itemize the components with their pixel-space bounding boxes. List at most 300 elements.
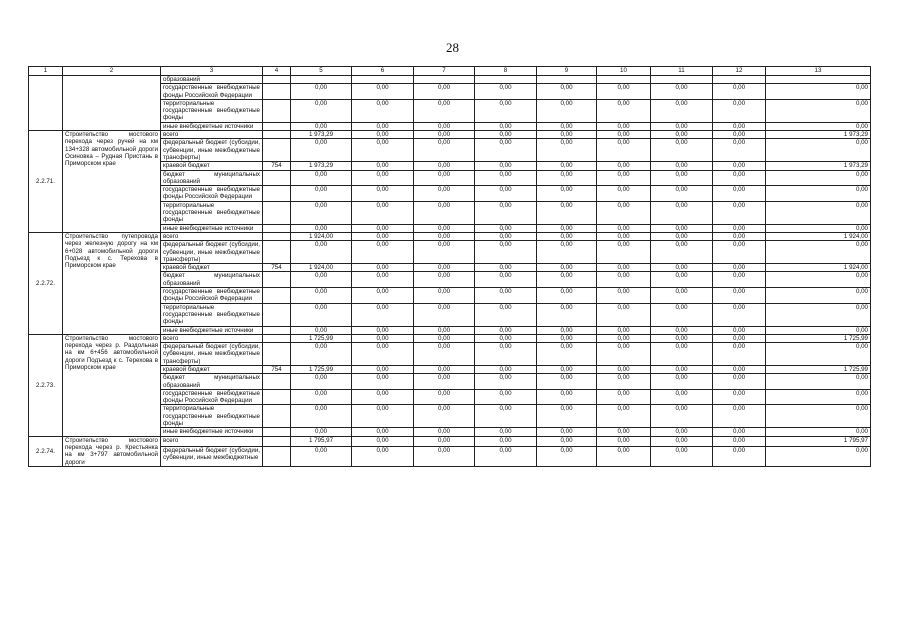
value-cell: 0,00 (475, 389, 537, 405)
value-cell: 1 924,00 (291, 264, 352, 272)
item-code (29, 76, 63, 131)
value-cell: 0,00 (713, 264, 766, 272)
funding-source: иные внебюджетные источники (161, 428, 263, 436)
value-cell: 0,00 (766, 201, 871, 224)
value-cell: 0,00 (651, 139, 713, 162)
value-cell: 0,00 (537, 326, 597, 334)
value-cell: 0,00 (414, 405, 475, 428)
value-cell: 0,00 (597, 405, 651, 428)
value-cell: 0,00 (651, 264, 713, 272)
value-cell: 0,00 (414, 428, 475, 436)
value-cell: 0,00 (713, 447, 766, 467)
value-cell: 1 795,97 (291, 436, 352, 446)
col-header-8: 8 (475, 67, 537, 76)
value-cell: 0,00 (475, 334, 537, 342)
budget-code (263, 436, 291, 446)
value-cell: 0,00 (651, 389, 713, 405)
value-cell: 0,00 (475, 447, 537, 467)
value-cell: 0,00 (537, 343, 597, 366)
value-cell: 0,00 (414, 201, 475, 224)
value-cell: 0,00 (414, 343, 475, 366)
value-cell: 0,00 (713, 389, 766, 405)
col-header-11: 11 (651, 67, 713, 76)
budget-code (263, 76, 291, 84)
value-cell: 0,00 (414, 84, 475, 100)
value-cell: 0,00 (352, 374, 414, 390)
funding-source: федеральный бюджет (субсидии, субвенции, иные межбюджетные трансферты) (161, 139, 263, 162)
value-cell: 0,00 (766, 122, 871, 130)
table-row (29, 76, 871, 84)
funding-source: краевой бюджет (161, 365, 263, 373)
value-cell: 0,00 (597, 326, 651, 334)
value-cell: 0,00 (651, 303, 713, 326)
value-cell: 0,00 (766, 99, 871, 122)
value-cell: 0,00 (475, 428, 537, 436)
funding-source: бюджет муниципальных образований (161, 170, 263, 186)
value-cell: 1 725,99 (291, 365, 352, 373)
value-cell: 0,00 (651, 162, 713, 170)
value-cell: 0,00 (537, 428, 597, 436)
value-cell: 0,00 (766, 343, 871, 366)
value-cell: 0,00 (291, 389, 352, 405)
value-cell: 0,00 (352, 186, 414, 202)
value-cell: 0,00 (597, 288, 651, 304)
value-cell: 0,00 (537, 201, 597, 224)
value-cell: 0,00 (352, 162, 414, 170)
value-cell: 0,00 (766, 389, 871, 405)
value-cell: 0,00 (352, 84, 414, 100)
value-cell: 0,00 (537, 241, 597, 264)
funding-source: иные внебюджетные источники (161, 122, 263, 130)
value-cell: 0,00 (766, 405, 871, 428)
value-cell (414, 76, 475, 84)
funding-source: государственные внебюджетные фонды Российской Федерации (161, 288, 263, 304)
value-cell: 0,00 (597, 201, 651, 224)
value-cell: 0,00 (597, 224, 651, 232)
value-cell: 0,00 (475, 326, 537, 334)
funding-source: краевой бюджет (161, 162, 263, 170)
budget-code (263, 201, 291, 224)
col-header-6: 6 (352, 67, 414, 76)
item-name: Строительство мостового перехода через р. Крестьянка на км 3+797 автомобильной дороги (63, 436, 161, 466)
item-name: Строительство мостового перехода через р. Раздольная на км 6+456 автомобильной дороги Подъезд к с. Терехова в Приморском крае (63, 334, 161, 436)
funding-source: государственные внебюджетные фонды Российской Федерации (161, 389, 263, 405)
value-cell: 0,00 (414, 122, 475, 130)
budget-code (263, 288, 291, 304)
funding-source: всего (161, 232, 263, 240)
value-cell: 0,00 (713, 374, 766, 390)
value-cell: 0,00 (475, 162, 537, 170)
value-cell: 0,00 (352, 447, 414, 467)
value-cell: 0,00 (414, 334, 475, 342)
value-cell: 0,00 (651, 343, 713, 366)
value-cell: 0,00 (537, 447, 597, 467)
value-cell: 0,00 (291, 428, 352, 436)
value-cell: 0,00 (651, 131, 713, 139)
budget-code (263, 447, 291, 467)
value-cell: 0,00 (291, 241, 352, 264)
funding-source: федеральный бюджет (субсидии, субвенции, иные межбюджетные (161, 447, 263, 467)
value-cell (352, 76, 414, 84)
value-cell: 0,00 (414, 186, 475, 202)
col-header-12: 12 (713, 67, 766, 76)
value-cell: 0,00 (291, 272, 352, 288)
value-cell: 0,00 (713, 224, 766, 232)
value-cell: 0,00 (475, 131, 537, 139)
value-cell: 0,00 (651, 224, 713, 232)
value-cell: 0,00 (713, 201, 766, 224)
value-cell: 0,00 (713, 334, 766, 342)
funding-source: территориальные государственные внебюджетные фонды (161, 405, 263, 428)
col-header-4: 4 (263, 67, 291, 76)
col-header-5: 5 (291, 67, 352, 76)
value-cell: 0,00 (537, 162, 597, 170)
budget-code (263, 326, 291, 334)
value-cell: 0,00 (414, 389, 475, 405)
budget-code (263, 272, 291, 288)
funding-source: всего (161, 334, 263, 342)
page-number: 28 (446, 40, 459, 55)
value-cell: 1 725,99 (766, 334, 871, 342)
value-cell: 0,00 (291, 447, 352, 467)
item-code: 2.2.74. (29, 436, 63, 466)
value-cell: 0,00 (766, 272, 871, 288)
budget-code (263, 334, 291, 342)
funding-source: краевой бюджет (161, 264, 263, 272)
value-cell: 0,00 (537, 264, 597, 272)
funding-source: территориальные государственные внебюджетные фонды (161, 99, 263, 122)
value-cell: 0,00 (475, 436, 537, 446)
value-cell: 0,00 (414, 224, 475, 232)
value-cell: 1 725,99 (291, 334, 352, 342)
value-cell: 0,00 (713, 241, 766, 264)
col-header-9: 9 (537, 67, 597, 76)
value-cell: 0,00 (766, 241, 871, 264)
value-cell: 0,00 (597, 365, 651, 373)
value-cell: 0,00 (537, 131, 597, 139)
value-cell: 0,00 (352, 201, 414, 224)
funding-source: бюджет муниципальных образований (161, 374, 263, 390)
value-cell: 0,00 (766, 186, 871, 202)
value-cell: 0,00 (713, 186, 766, 202)
value-cell: 0,00 (537, 170, 597, 186)
value-cell: 0,00 (651, 272, 713, 288)
budget-code (263, 232, 291, 240)
budget-code: 754 (263, 162, 291, 170)
value-cell: 0,00 (597, 170, 651, 186)
funding-source: всего (161, 131, 263, 139)
value-cell: 0,00 (651, 436, 713, 446)
value-cell: 0,00 (414, 447, 475, 467)
value-cell (291, 76, 352, 84)
funding-source: федеральный бюджет (субсидии, субвенции, иные межбюджетные трансферты) (161, 343, 263, 366)
table-row (29, 334, 871, 342)
value-cell: 0,00 (597, 303, 651, 326)
value-cell: 0,00 (291, 186, 352, 202)
value-cell: 0,00 (651, 201, 713, 224)
value-cell: 0,00 (414, 170, 475, 186)
value-cell: 0,00 (651, 99, 713, 122)
value-cell: 0,00 (651, 365, 713, 373)
value-cell: 0,00 (352, 365, 414, 373)
value-cell: 1 973,29 (291, 162, 352, 170)
value-cell (651, 76, 713, 84)
value-cell: 0,00 (713, 139, 766, 162)
value-cell: 0,00 (352, 170, 414, 186)
value-cell: 0,00 (597, 232, 651, 240)
value-cell: 0,00 (475, 288, 537, 304)
value-cell: 0,00 (713, 343, 766, 366)
value-cell: 1 973,29 (766, 162, 871, 170)
budget-code (263, 389, 291, 405)
value-cell: 0,00 (475, 170, 537, 186)
value-cell: 0,00 (597, 84, 651, 100)
value-cell: 0,00 (291, 326, 352, 334)
value-cell: 0,00 (597, 139, 651, 162)
value-cell: 0,00 (766, 84, 871, 100)
funding-source: бюджет муниципальных образований (161, 272, 263, 288)
value-cell: 0,00 (597, 264, 651, 272)
value-cell: 0,00 (475, 241, 537, 264)
budget-code (263, 186, 291, 202)
value-cell: 0,00 (537, 272, 597, 288)
value-cell: 0,00 (475, 224, 537, 232)
value-cell: 0,00 (291, 303, 352, 326)
value-cell: 0,00 (291, 201, 352, 224)
col-header-13: 13 (766, 67, 871, 76)
value-cell: 0,00 (537, 224, 597, 232)
value-cell: 0,00 (537, 288, 597, 304)
value-cell: 0,00 (352, 264, 414, 272)
value-cell: 0,00 (597, 334, 651, 342)
funding-source: государственные внебюджетные фонды Российской Федерации (161, 186, 263, 202)
value-cell: 0,00 (537, 139, 597, 162)
value-cell: 0,00 (475, 139, 537, 162)
value-cell: 0,00 (597, 99, 651, 122)
value-cell: 0,00 (713, 326, 766, 334)
value-cell: 0,00 (651, 405, 713, 428)
value-cell: 0,00 (651, 84, 713, 100)
value-cell: 0,00 (597, 162, 651, 170)
value-cell: 0,00 (537, 365, 597, 373)
col-header-10: 10 (597, 67, 651, 76)
value-cell: 0,00 (713, 162, 766, 170)
budget-table (28, 66, 871, 467)
budget-code (263, 241, 291, 264)
value-cell: 0,00 (766, 139, 871, 162)
value-cell: 0,00 (352, 241, 414, 264)
value-cell: 0,00 (766, 224, 871, 232)
budget-code (263, 343, 291, 366)
value-cell: 0,00 (475, 374, 537, 390)
value-cell: 0,00 (475, 122, 537, 130)
value-cell: 0,00 (537, 99, 597, 122)
value-cell: 0,00 (651, 374, 713, 390)
value-cell: 0,00 (651, 170, 713, 186)
value-cell: 0,00 (475, 365, 537, 373)
value-cell (713, 76, 766, 84)
table-row (29, 131, 871, 139)
value-cell: 0,00 (291, 170, 352, 186)
value-cell: 0,00 (414, 139, 475, 162)
item-name: Строительство путепровода через железную дорогу на км 6+028 автомобильной дороги Подъезд к с. Терехова в Приморском крае (63, 232, 161, 334)
budget-code (263, 122, 291, 130)
value-cell: 0,00 (414, 264, 475, 272)
funding-source: всего (161, 436, 263, 446)
value-cell: 0,00 (414, 303, 475, 326)
value-cell: 0,00 (713, 365, 766, 373)
budget-code (263, 170, 291, 186)
value-cell: 0,00 (352, 326, 414, 334)
value-cell: 1 924,00 (766, 264, 871, 272)
value-cell: 0,00 (651, 288, 713, 304)
item-code: 2.2.71. (29, 131, 63, 233)
value-cell: 0,00 (414, 232, 475, 240)
value-cell: 0,00 (537, 303, 597, 326)
funding-source: иные внебюджетные источники (161, 224, 263, 232)
value-cell: 0,00 (414, 374, 475, 390)
budget-code (263, 139, 291, 162)
value-cell: 0,00 (475, 99, 537, 122)
value-cell: 0,00 (651, 241, 713, 264)
value-cell: 0,00 (414, 99, 475, 122)
value-cell (475, 76, 537, 84)
budget-code (263, 131, 291, 139)
col-header-1: 1 (29, 67, 63, 76)
value-cell: 0,00 (291, 374, 352, 390)
value-cell: 0,00 (475, 264, 537, 272)
funding-source: федеральный бюджет (субсидии, субвенции, иные межбюджетные трансферты) (161, 241, 263, 264)
col-header-2: 2 (63, 67, 161, 76)
item-name (63, 76, 161, 131)
value-cell: 0,00 (766, 326, 871, 334)
value-cell: 0,00 (352, 122, 414, 130)
value-cell: 0,00 (766, 374, 871, 390)
value-cell: 0,00 (651, 447, 713, 467)
value-cell: 0,00 (352, 389, 414, 405)
value-cell: 0,00 (352, 272, 414, 288)
value-cell: 0,00 (414, 131, 475, 139)
value-cell: 0,00 (713, 84, 766, 100)
value-cell: 0,00 (713, 122, 766, 130)
value-cell: 0,00 (414, 162, 475, 170)
value-cell: 0,00 (651, 428, 713, 436)
value-cell: 0,00 (414, 272, 475, 288)
value-cell: 0,00 (414, 436, 475, 446)
value-cell: 0,00 (537, 334, 597, 342)
value-cell: 0,00 (713, 303, 766, 326)
value-cell: 0,00 (475, 272, 537, 288)
value-cell: 0,00 (597, 428, 651, 436)
header-row (29, 67, 871, 76)
value-cell: 0,00 (291, 99, 352, 122)
value-cell: 0,00 (291, 405, 352, 428)
value-cell: 0,00 (597, 389, 651, 405)
value-cell: 0,00 (352, 343, 414, 366)
value-cell: 0,00 (414, 241, 475, 264)
value-cell: 0,00 (597, 447, 651, 467)
value-cell (766, 76, 871, 84)
value-cell: 0,00 (537, 436, 597, 446)
value-cell: 0,00 (597, 343, 651, 366)
value-cell: 1 795,97 (766, 436, 871, 446)
value-cell: 0,00 (414, 326, 475, 334)
value-cell: 0,00 (766, 428, 871, 436)
budget-code (263, 428, 291, 436)
value-cell: 0,00 (537, 122, 597, 130)
funding-source: образований (161, 76, 263, 84)
value-cell: 0,00 (597, 272, 651, 288)
value-cell: 0,00 (597, 436, 651, 446)
value-cell: 0,00 (475, 84, 537, 100)
value-cell: 1 973,29 (291, 131, 352, 139)
value-cell: 0,00 (597, 122, 651, 130)
value-cell: 0,00 (713, 232, 766, 240)
value-cell: 0,00 (766, 447, 871, 467)
value-cell: 1 725,99 (766, 365, 871, 373)
value-cell: 0,00 (352, 232, 414, 240)
value-cell: 0,00 (651, 232, 713, 240)
value-cell: 0,00 (352, 224, 414, 232)
value-cell: 0,00 (537, 84, 597, 100)
budget-code (263, 405, 291, 428)
value-cell: 0,00 (352, 428, 414, 436)
value-cell (537, 76, 597, 84)
value-cell: 0,00 (291, 139, 352, 162)
value-cell: 0,00 (713, 272, 766, 288)
value-cell: 0,00 (475, 405, 537, 428)
value-cell: 0,00 (713, 428, 766, 436)
item-code: 2.2.73. (29, 334, 63, 436)
value-cell: 0,00 (352, 131, 414, 139)
value-cell: 0,00 (766, 303, 871, 326)
value-cell: 0,00 (291, 224, 352, 232)
value-cell: 0,00 (537, 374, 597, 390)
value-cell: 0,00 (414, 365, 475, 373)
item-code: 2.2.72. (29, 232, 63, 334)
value-cell: 0,00 (713, 288, 766, 304)
value-cell: 0,00 (537, 405, 597, 428)
value-cell: 0,00 (475, 232, 537, 240)
funding-source: территориальные государственные внебюджетные фонды (161, 303, 263, 326)
value-cell: 0,00 (475, 343, 537, 366)
budget-code (263, 99, 291, 122)
value-cell: 0,00 (713, 170, 766, 186)
value-cell: 0,00 (651, 326, 713, 334)
table-row (29, 232, 871, 240)
budget-code: 754 (263, 264, 291, 272)
value-cell: 0,00 (713, 436, 766, 446)
value-cell: 0,00 (713, 405, 766, 428)
value-cell: 0,00 (713, 99, 766, 122)
col-header-7: 7 (414, 67, 475, 76)
value-cell: 0,00 (352, 334, 414, 342)
value-cell: 0,00 (597, 241, 651, 264)
budget-code: 754 (263, 365, 291, 373)
value-cell: 0,00 (475, 303, 537, 326)
budget-code (263, 84, 291, 100)
value-cell: 0,00 (597, 186, 651, 202)
col-header-3: 3 (161, 67, 263, 76)
table-row (29, 436, 871, 446)
budget-code (263, 303, 291, 326)
budget-code (263, 224, 291, 232)
value-cell: 0,00 (291, 288, 352, 304)
value-cell (597, 76, 651, 84)
value-cell: 0,00 (414, 288, 475, 304)
value-cell: 0,00 (651, 122, 713, 130)
value-cell: 1 973,29 (766, 131, 871, 139)
